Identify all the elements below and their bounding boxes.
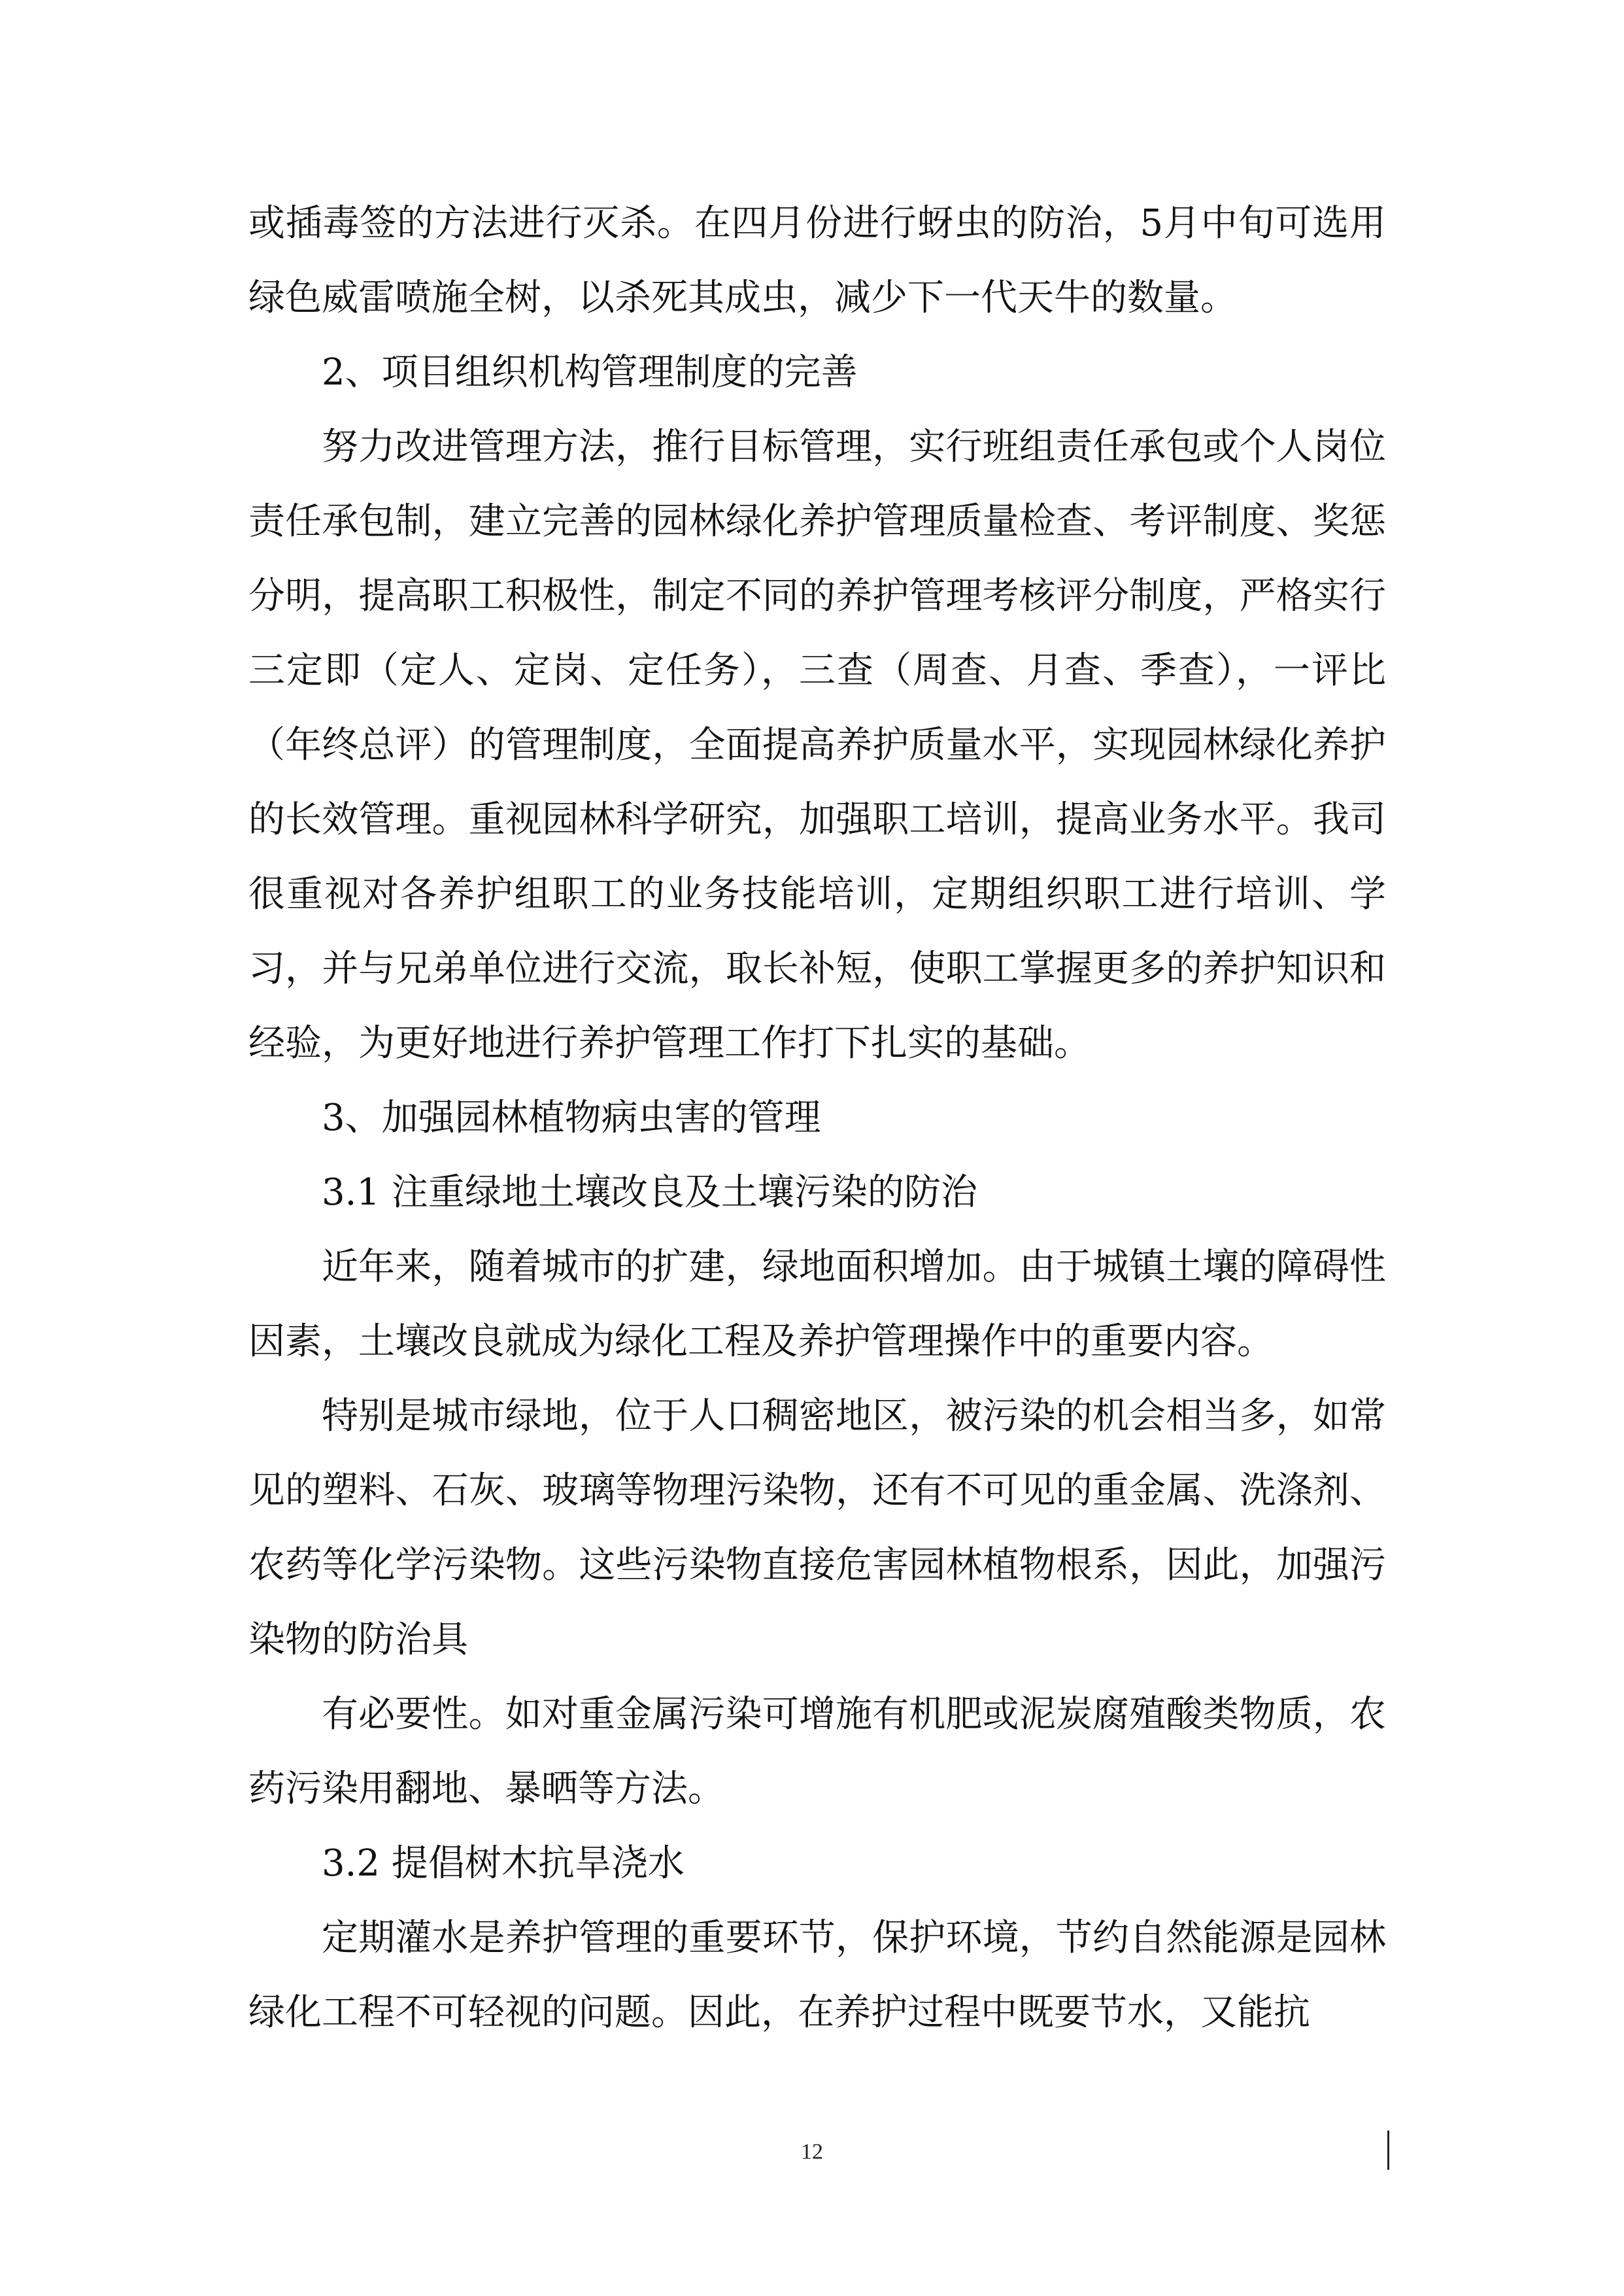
paragraph-irrigation: 定期灌水是养护管理的重要环节，保护环境，节约自然能源是园林绿化工程不可轻视的问题。因此，在养护过程中既要节水，又能抗 [248, 1917, 1386, 2034]
paragraph-pollution-remedy: 有必要性。如对重金属污染可增施有机肥或泥炭腐殖酸类物质，农药污染用翻地、暴晒等方法。 [248, 1693, 1386, 1810]
document-body [248, 186, 1386, 2050]
paragraph-pollution: 特别是城市绿地，位于人口稠密地区，被污染的机会相当多，如常见的塑料、石灰、玻璃等物理污染物，还有不可见的重金属、洗涤剂、农药等化学污染物。这些污染物直接危害园林植物根系，因此，加强污染物的防治具 [248, 1395, 1386, 1661]
heading-section-3-1: 3.1 注重绿地土壤改良及土壤污染的防治 [322, 1171, 977, 1214]
paragraph-management-methods: 努力改进管理方法，推行目标管理，实行班组责任承包或个人岗位责任承包制，建立完善的园林绿化养护管理质量检查、考评制度、奖惩分明，提高职工积极性，制定不同的养护管理考核评分制度，严格实行三定即（定人、定岗、定任务），三查（周查、月查、季查），一评比（年终总评）的管理制度，全面提高养护质量水平，实现园林绿化养护的长效管理。重视园林科学研究，加强职工培训，提高业务水平。我司很重视对各养护组职工的业务技能培训，定期组织职工进行培训、学习，并与兄弟单位进行交流，取长补短，使职工掌握更多的养护知识和经验，为更好地进行养护管理工作打下扎实的基础。 [248, 426, 1386, 1065]
heading-section-3: 3、加强园林植物病虫害的管理 [322, 1097, 821, 1139]
heading-section-3-2: 3.2 提倡树木抗旱浇水 [322, 1842, 685, 1885]
paragraph-continuation: 或插毒签的方法进行灭杀。在四月份进行蚜虫的防治，5月中旬可选用绿色威雷喷施全树，以杀死其成虫，减少下一代天牛的数量。 [248, 202, 1386, 319]
page-number: 12 [801, 2140, 823, 2164]
margin-rule-line [1387, 2131, 1389, 2170]
heading-section-2: 2、项目组织机构管理制度的完善 [322, 351, 858, 394]
paragraph-soil-improvement: 近年来，随着城市的扩建，绿地面积增加。由于城镇土壤的障碍性因素，土壤改良就成为绿化工程及养护管理操作中的重要内容。 [248, 1246, 1386, 1363]
